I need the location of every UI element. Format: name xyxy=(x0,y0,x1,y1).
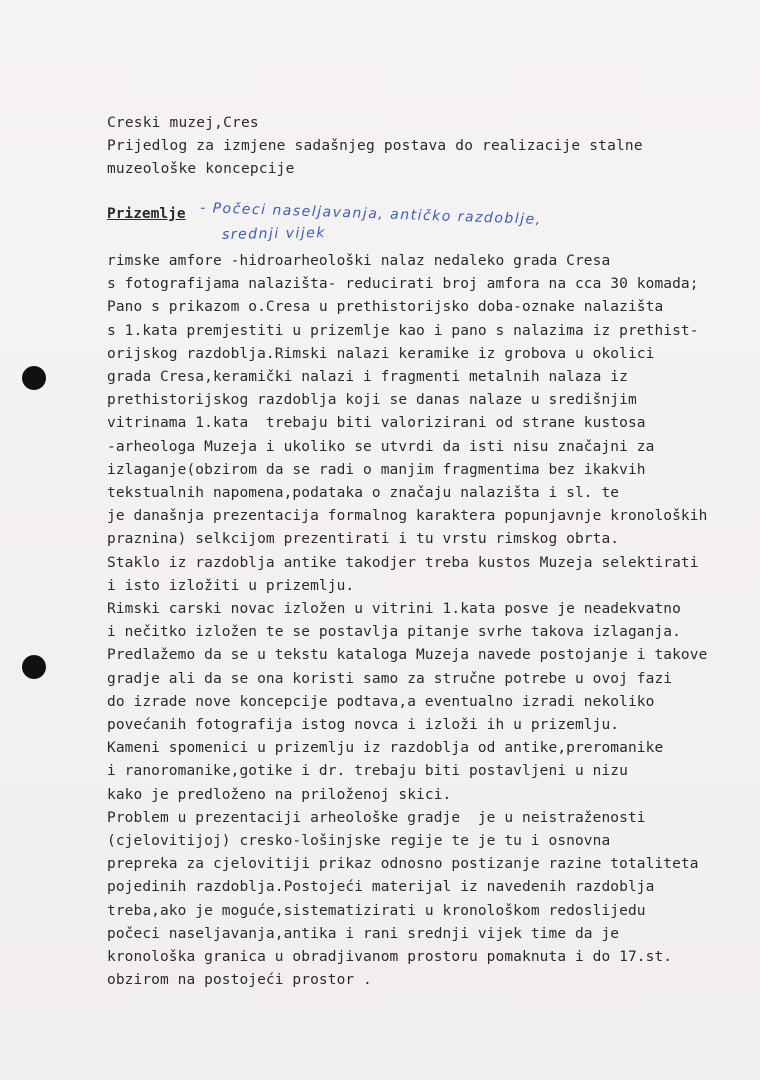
text-line: s fotografijama nalazišta- reducirati broj amfora na cca 30 komada; xyxy=(107,276,699,293)
text-line: s 1.kata premjestiti u prizemlje kao i pano s nalazima iz prethist- xyxy=(107,322,699,339)
text-line: počeci naseljavanja,antika i rani srednji vijek time da je xyxy=(107,925,620,942)
text-line: orijskog razdoblja.Rimski nalazi keramike iz grobova u okolici xyxy=(107,345,655,362)
text-line: do izrade nove koncepcije podtava,a eventualno izradi nekoliko xyxy=(107,693,655,710)
text-line: Staklo iz razdoblja antike takodjer treba kustos Muzeja selektirati xyxy=(107,554,699,571)
text-line: treba,ako je moguće,sistematizirati u kronološkom redoslijedu xyxy=(107,902,646,919)
text-line: vitrinama 1.kata trebaju biti valorizirani od strane kustosa xyxy=(107,415,646,432)
text-line: i nečitko izložen te se postavlja pitanje svrhe takova izlaganja. xyxy=(107,624,681,641)
header-line: Creski muzej,Cres xyxy=(107,115,259,131)
punch-hole xyxy=(22,655,46,679)
text-line: Rimski carski novac izložen u vitrini 1.kata posve je neadekvatno xyxy=(107,601,681,618)
text-line: i ranoromanike,gotike i dr. trebaju biti postavljeni u nizu xyxy=(107,763,628,780)
text-line: -arheologa Muzeja i ukoliko se utvrdi da isti nisu značajni za xyxy=(107,438,655,455)
handwritten-annotation: srednji vijek xyxy=(221,225,327,243)
text-line: Predlažemo da se u tekstu kataloga Muzeja navede postojanje i takove xyxy=(107,647,708,664)
text-line: (cjelovitijoj) cresko-lošinjske regije te je tu i osnovna xyxy=(107,833,611,850)
text-line: i isto izložiti u prizemlju. xyxy=(107,577,355,594)
document-header xyxy=(107,112,643,181)
header-line: muzeološke koncepcije xyxy=(107,161,295,177)
text-line: obzirom na postojeći prostor . xyxy=(107,972,372,989)
header-line: Prijedlog za izmjene sadašnjeg postava do realizacije stalne xyxy=(107,138,643,154)
text-line: prepreka za cjelovitiji prikaz odnosno postizanje razine totaliteta xyxy=(107,856,699,873)
punch-hole xyxy=(22,366,46,390)
text-line: pojedinih razdoblja.Postojeći materijal iz navedenih razdoblja xyxy=(107,879,655,896)
text-line: Pano s prikazom o.Cresa u prethistorijsko doba-oznake nalazišta xyxy=(107,299,664,316)
text-line: povećanih fotografija istog novca i izloži ih u prizemlju. xyxy=(107,717,620,734)
text-line: prethistorijskog razdoblja koji se danas nalaze u središnjim xyxy=(107,392,637,409)
text-line: rimske amfore -hidroarheološki nalaz nedaleko grada Cresa xyxy=(107,253,611,269)
text-line: kako je predloženo na priloženoj skici. xyxy=(107,786,452,803)
section-title: Prizemlje xyxy=(107,206,186,222)
text-line: gradje ali da se ona koristi samo za stručne potrebe u ovoj fazi xyxy=(107,670,673,687)
handwritten-annotation: - Počeci naseljavanja, antičko razdoblje, xyxy=(199,200,542,228)
text-line: je današnja prezentacija formalnog karaktera popunjavnje kronoloških xyxy=(107,508,708,525)
text-line: grada Cresa,keramički nalazi i fragmenti metalnih nalaza iz xyxy=(107,369,628,386)
text-line: kronološka granica u obradjivanom prostoru pomaknuta i do 17.st. xyxy=(107,949,673,966)
text-line: Kameni spomenici u prizemlju iz razdoblja od antike,preromanike xyxy=(107,740,664,757)
body-text xyxy=(107,250,707,993)
text-line: Problem u prezentaciji arheološke gradje je u neistraženosti xyxy=(107,809,646,826)
text-line: praznina) selkcijom prezentirati i tu vrstu rimskog obrta. xyxy=(107,531,620,548)
text-line: izlaganje(obzirom da se radi o manjim fragmentima bez ikakvih xyxy=(107,461,646,478)
text-line: tekstualnih napomena,podataka o značaju nalazišta i sl. te xyxy=(107,485,620,502)
